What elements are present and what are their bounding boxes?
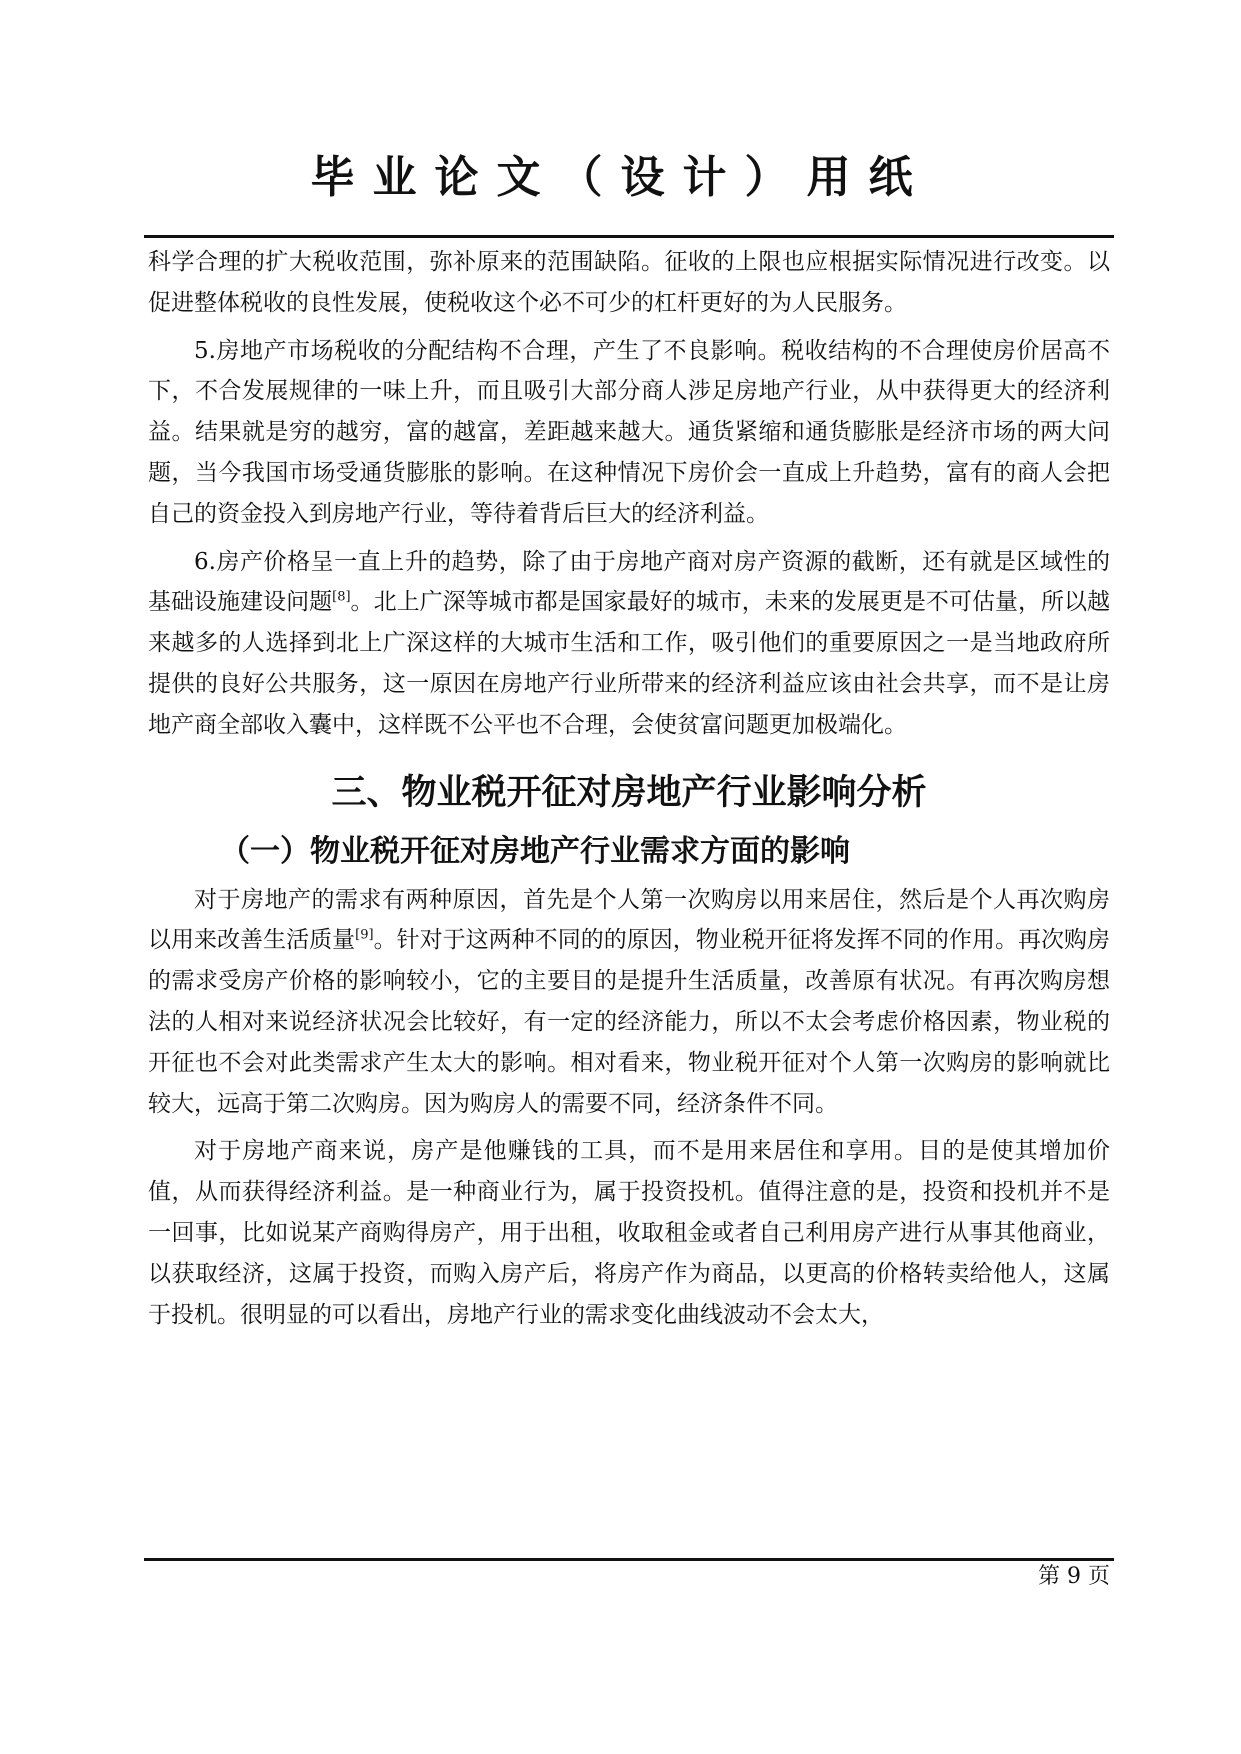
header-rule xyxy=(144,235,1114,238)
paragraph-continuation: 科学合理的扩大税收范围，弥补原来的范围缺陷。征收的上限也应根据实际情况进行改变。以促进整体税收的良性发展，使税收这个必不可少的杠杆更好的为人民服务。 xyxy=(148,249,1110,316)
subsection-title: （一）物业税开征对房地产行业需求方面的影响 xyxy=(220,833,850,869)
page-number: 第 9 页 xyxy=(1038,1564,1110,1589)
paragraph-text: 。针对于这两种不同的的原因，物业税开征将发挥不同的作用。再次购房的需求受房产价格的影响较小，它的主要目的是提升生活质量，改善原有状况。有再次购房想法的人相对来说经济状况会比较好，有一定的经济能力，所以不太会考虑价格因素，物业税的开征也不会对此类需求产生太大的影响。相对看来，物业税开征对个人第一次购房的影响就比较大，远高于第二次购房。因为购房人的需要不同，经济条件不同。 xyxy=(148,927,1111,1117)
paragraph-text: 。北上广深等城市都是国家最好的城市，未来的发展更是不可估量，所以越来越多的人选择到北上广深这样的大城市生活和工作，吸引他们的重要原因之一是当地政府所提供的良好公共服务，这一原因在房地产行业所带来的经济利益应该由社会共享，而不是让房地产商全部收入囊中，这样既不公平也不合理，会使贫富问题更加极端化。 xyxy=(148,589,1111,738)
paragraph-demand-reasons xyxy=(148,880,1110,1125)
paragraph-developers: 对于房地产商来说，房产是他赚钱的工具，而不是用来居住和享用。目的是使其增加价值，从而获得经济利益。是一种商业行为，属于投资投机。值得注意的是，投资和投机并不是一回事，比如说某产商购得房产，用于出租，收取租金或者自己利用房产进行从事其他商业，以获取经济，这属于投资，而购入房产后，将房产作为商品，以更高的价格转卖给他人，这属于投机。很明显的可以看出，房地产行业的需求变化曲线波动不会太大， xyxy=(148,1138,1110,1328)
paragraph-point-5: 5.房地产市场税收的分配结构不合理，产生了不良影响。税收结构的不合理使房价居高不下，不合发展规律的一味上升，而且吸引大部分商人涉足房地产行业，从中获得更大的经济利益。结果就是穷的越穷，富的越富，差距越来越大。通货紧缩和通货膨胀是经济市场的两大问题，当今我国市场受通货膨胀的影响。在这种情况下房价会一直成上升趋势，富有的商人会把自己的资金投入到房地产行业，等待着背后巨大的经济利益。 xyxy=(148,337,1110,527)
section-title: 三、物业税开征对房地产行业影响分析 xyxy=(331,772,927,813)
paragraph-point-6 xyxy=(148,542,1110,746)
paragraph-text: 对于房地产的需求有两种原因，首先是个人第一次购房以用来居住，然后是个人再次购房以用来改善生活质量 xyxy=(148,886,1110,954)
page-content xyxy=(148,242,1110,1342)
footer-rule xyxy=(144,1558,1114,1561)
paragraph-text: 6.房产价格呈一直上升的趋势，除了由于房地产商对房产资源的截断，还有就是区域性的基础设施建设问题 xyxy=(148,548,1110,616)
paper-header-title: 毕业论文（设计）用纸 xyxy=(310,152,931,203)
citation-ref-9: [9] xyxy=(355,927,374,943)
citation-ref-8: [8] xyxy=(332,589,351,605)
